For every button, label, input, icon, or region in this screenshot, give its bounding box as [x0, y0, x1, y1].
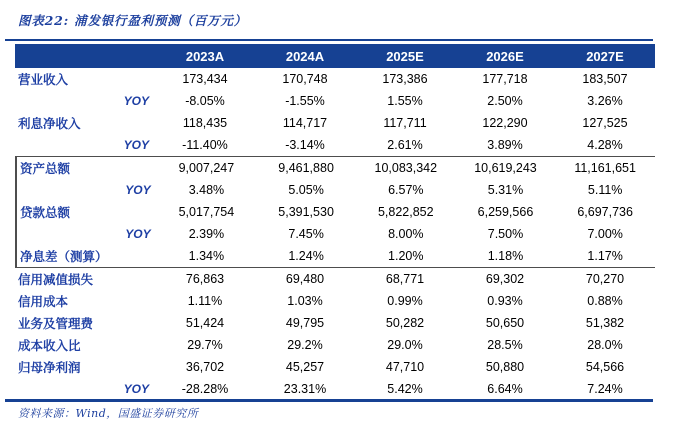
table-cell: 6.64%: [487, 382, 523, 396]
metric-row-label: 成本收入比: [18, 338, 81, 353]
table-cell: 9,007,247: [178, 161, 235, 175]
table-row: [15, 68, 655, 90]
table-cell: 1.03%: [287, 294, 323, 308]
table-cell: 6,697,736: [577, 205, 633, 219]
table-cell: 0.88%: [587, 294, 623, 308]
table-row: [17, 245, 655, 267]
table-cell: 127,525: [582, 116, 628, 130]
column-header: 2023A: [185, 48, 225, 64]
yoy-row-label: YOY: [125, 183, 151, 197]
table-cell: 54,566: [585, 360, 625, 374]
table-cell: 69,302: [485, 272, 525, 286]
table-row: [17, 223, 655, 245]
top-rule: [5, 39, 653, 41]
table-row: [15, 312, 655, 334]
table-cell: 5.31%: [487, 183, 524, 197]
table-cell: 4.28%: [587, 138, 623, 152]
table-cell: 1.20%: [388, 249, 424, 263]
table-cell: 0.99%: [387, 294, 423, 308]
metric-row-label: 归母净利润: [18, 360, 81, 375]
table-cell: 7.00%: [587, 227, 623, 241]
yoy-row-label: YOY: [123, 382, 149, 396]
table-cell: 29.0%: [387, 338, 423, 352]
table-cell: 28.5%: [487, 338, 523, 352]
table-cell: 118,435: [182, 116, 228, 130]
table-cell: 0.93%: [487, 294, 523, 308]
table-cell: 5,391,530: [278, 205, 334, 219]
table-row: [17, 157, 655, 179]
column-header: 2026E: [486, 48, 524, 64]
table-row: [15, 356, 655, 378]
table-cell: -11.40%: [182, 138, 228, 152]
table-cell: -28.28%: [181, 382, 229, 396]
table-cell: 5.05%: [288, 183, 324, 197]
table-cell: 8.00%: [388, 227, 424, 241]
table-section: [15, 268, 655, 400]
metric-row-label: 资产总额: [20, 161, 71, 176]
table-cell: 29.7%: [187, 338, 223, 352]
table-row: [17, 201, 655, 223]
table-cell: 28.0%: [587, 338, 623, 352]
source-note: 资料来源：Wind，国盛证券研究所: [18, 407, 199, 420]
column-header: 2024A: [285, 48, 325, 64]
table-cell: 29.2%: [287, 338, 323, 352]
table-cell: 1.11%: [187, 294, 223, 308]
table-cell: 1.17%: [587, 249, 623, 263]
table-cell: 5.11%: [587, 183, 623, 197]
table-cell: 51,382: [585, 316, 625, 330]
metric-row-label: 贷款总额: [20, 205, 71, 220]
table-cell: -1.55%: [285, 94, 325, 108]
bottom-rule: [5, 399, 653, 402]
table-cell: 36,702: [185, 360, 225, 374]
table-cell: 10,083,342: [374, 161, 438, 175]
table-section: [15, 156, 655, 268]
table-cell: -8.05%: [185, 94, 225, 108]
metric-row-label: 业务及管理费: [18, 316, 94, 331]
table-section: [15, 68, 655, 156]
table-cell: 122,290: [482, 116, 528, 130]
table-cell: 68,771: [385, 272, 425, 286]
table-row: [15, 378, 655, 400]
forecast-table: [15, 44, 655, 400]
table-cell: 50,880: [485, 360, 525, 374]
table-row: [15, 90, 655, 112]
metric-row-label: 营业收入: [18, 72, 69, 87]
table-cell: 23.31%: [283, 382, 327, 396]
table-cell: 7.50%: [487, 227, 524, 241]
table-cell: 177,718: [482, 72, 528, 86]
table-cell: 11,161,651: [574, 161, 636, 175]
table-row: [15, 112, 655, 134]
table-cell: 76,863: [185, 272, 225, 286]
yoy-row-label: YOY: [123, 94, 149, 108]
table-cell: 2.61%: [387, 138, 423, 152]
table-cell: 51,424: [185, 316, 225, 330]
table-cell: -3.14%: [285, 138, 325, 152]
table-header-row: [15, 44, 655, 68]
table-cell: 173,386: [382, 72, 428, 86]
table-cell: 47,710: [385, 360, 425, 374]
yoy-row-label: YOY: [123, 138, 149, 152]
table-cell: 7.24%: [587, 382, 623, 396]
table-cell: 49,795: [285, 316, 325, 330]
table-cell: 50,282: [385, 316, 425, 330]
metric-row-label: 信用成本: [18, 294, 69, 309]
table-cell: 3.26%: [587, 94, 623, 108]
table-cell: 69,480: [285, 272, 325, 286]
table-cell: 3.48%: [188, 183, 225, 197]
table-cell: 173,434: [182, 72, 228, 86]
column-header: 2027E: [586, 48, 624, 64]
table-cell: 6.57%: [388, 183, 424, 197]
table-cell: 3.89%: [487, 138, 523, 152]
table-cell: 10,619,243: [474, 161, 537, 175]
metric-row-label: 净息差（测算）: [20, 249, 108, 264]
table-cell: 2.50%: [487, 94, 523, 108]
table-cell: 1.18%: [487, 249, 524, 263]
table-cell: 70,270: [585, 272, 625, 286]
table-row: [15, 268, 655, 290]
table-cell: 183,507: [582, 72, 628, 86]
table-row: [15, 134, 655, 156]
table-row: [15, 334, 655, 356]
table-row: [15, 290, 655, 312]
table-cell: 45,257: [285, 360, 325, 374]
figure-title: 图表22: 浦发银行盈利预测（百万元）: [18, 13, 248, 28]
column-header: 2025E: [386, 48, 424, 64]
table-cell: 5,822,852: [377, 205, 434, 219]
table-cell: 1.34%: [188, 249, 225, 263]
metric-row-label: 信用减值损失: [18, 272, 94, 287]
table-cell: 5.42%: [387, 382, 423, 396]
table-cell: 50,650: [485, 316, 525, 330]
table-cell: 5,017,754: [178, 205, 235, 219]
table-cell: 9,461,880: [278, 161, 334, 175]
table-cell: 117,711: [383, 116, 427, 130]
table-cell: 170,748: [282, 72, 328, 86]
yoy-row-label: YOY: [125, 227, 151, 241]
table-cell: 2.39%: [188, 227, 225, 241]
table-cell: 6,259,566: [477, 205, 534, 219]
table-cell: 114,717: [282, 116, 328, 130]
table-cell: 7.45%: [288, 227, 324, 241]
table-cell: 1.55%: [387, 94, 423, 108]
metric-row-label: 利息净收入: [18, 116, 81, 131]
table-cell: 1.24%: [288, 249, 324, 263]
table-row: [17, 179, 655, 201]
